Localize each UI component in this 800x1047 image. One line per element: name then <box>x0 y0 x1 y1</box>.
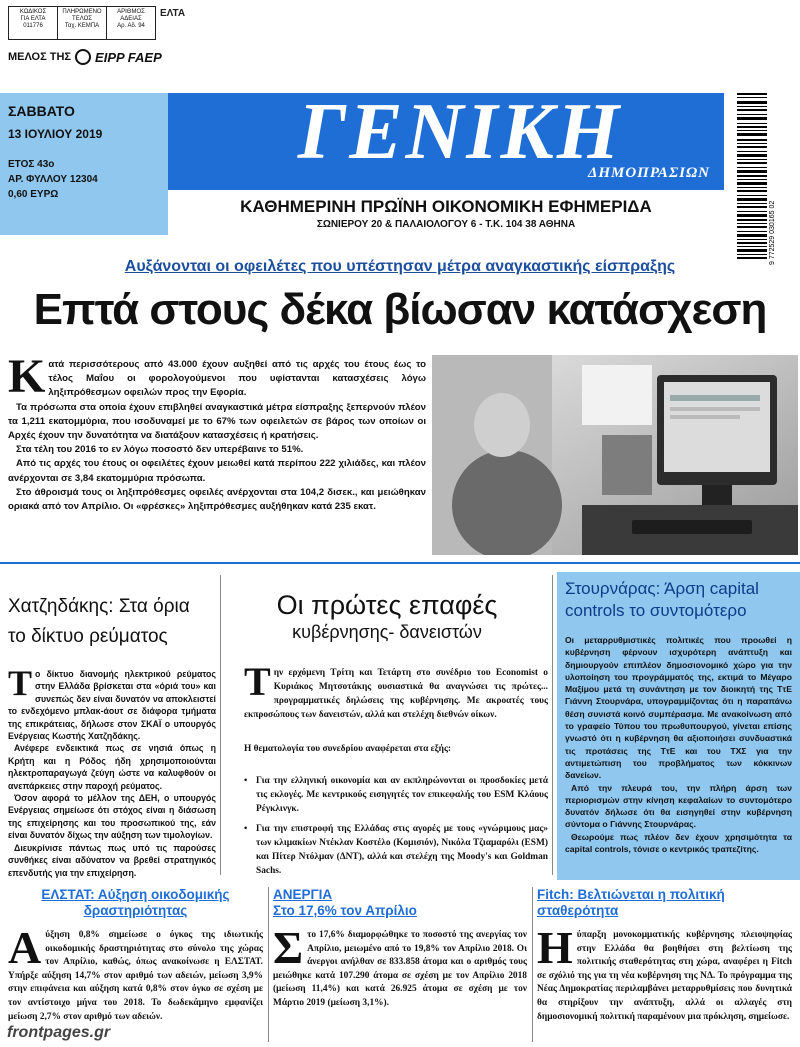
watermark: frontpages.gr <box>4 1024 113 1042</box>
left-article <box>8 592 216 879</box>
member-prefix: ΜΕΛΟΣ ΤΗΣ <box>8 51 72 63</box>
lead-paragraph: Στα τέλη του 2016 το εν λόγω ποσοστό δεν υπερέβαινε το 51%. <box>16 444 304 456</box>
bottom-article-title: ΑΝΕΡΓΙΑ Στο 17,6% τον Απρίλιο <box>273 887 417 918</box>
newspaper-address: ΣΩΝΙΕΡΟΥ 20 & ΠΑΛΑΙΟΛΟΓΟΥ 6 - Τ.Κ. 104 38 ΑΘΗΝΑ <box>316 219 576 230</box>
bottom-article-unemployment <box>273 887 527 1047</box>
issue-price: 0,60 ΕΥΡΩ <box>8 189 59 200</box>
right-article <box>557 572 800 880</box>
lead-paragraph: Τα πρόσωπα στα οποία έχουν επιβληθεί αναγκαστικά μέτρα είσπραξης ξεπερνούν πλέον τα 1,211 εκατομμύρια, που ισοδυναμεί με το 67% των οφειλετών σε βάρος των οποίων οι Αρχές έχουν την δυνατότητα να διατάξουν κατασχέσεις ή κρατήσεις. <box>8 401 426 442</box>
newspaper-title: ΓΕΝΙΚΗ <box>297 88 623 176</box>
column-divider <box>552 575 553 875</box>
left-dropcap: Τ <box>8 663 33 703</box>
bottom-article-body: Σ το 17,6% διαμορφώθηκε το ποσοστό της ανεργίας τον Απρίλιο, μειωμένο από το 19,8% τον Απρίλιο 2018. Οι άνεργοι ανήλθαν σε 833.858 άτομα και ο αριθμός τους μειώθηκε κατά 107.290 άτομα σε σχέση με τον Απρίλιο 2018 (μείωση 11,4%) και κατά 26.925 άτομα σε σχέση με τον Μάρτιο 2019 (μείωση 3,1%). <box>273 922 527 1008</box>
middle-article-title: Οι πρώτες επαφές <box>276 590 498 620</box>
left-article-title: Χατζηδάκης: Στα όρια το δίκτυο ρεύματος <box>8 596 190 647</box>
left-article-body: Τ ο δίκτυο διανομής ηλεκτρικού ρεύματος στην Ελλάδα βρίσκεται στα «όριά του» και συνεπώς δεν είναι δυνατόν να αποκλειστεί το ενδεχόμενο μπλακ-άουτ σε διάφορα τμήματα της επικράτειας, δήλωσε στον ΣΚΑΪ ο υπουργός Ενέργειας Κωστής Χατζηδάκης. Ανέφερε ενδεικτικά πως σε νησιά όπως η Κρήτη και η Ρόδος ήδη χρησιμοποιούνται ηλεκτροπαραγωγά ζεύγη ώστε να καλυφθούν οι ανεπάρκειες στην παροχή ρεύματος. Όσον αφορά το μέλλον της ΔΕΗ, ο υπουργός Ενέργειας σημείωσε ότι στόχος είναι η διάσωση της επιχείρησης και του προσωπικού της, εάν είναι δυνατόν δίχως την αύξηση των τιμολογίων. Διευκρίνισε πάντως πως υπό τις παρούσες συνθήκες είναι αδύνατον να βρεθεί στρατηγικός επενδυτής για την επιχείρηση. <box>8 663 216 878</box>
bottom-article-body: Η ύπαρξη μονοκομματικής κυβέρνησης πλειοψηφίας στην Ελλάδα θα βοηθήσει στη βελτίωση της πολιτικής σταθερότητας στη χώρα, αναφέρει η Fitch σε σχόλιό της για τη νέα κυβέρνηση της ΝΔ. Το πρόγραμμα της Νέας Δημοκρατίας περιλαμβάνει μεταρρυθμίσεις που δυνητικά θα στηρίξουν την ανάπτυξη, αλλά οι αλλαγές στη δημοσιονομική πολιτική παραμένουν μια πρόκληση, σημείωσε. <box>537 922 792 1022</box>
column-divider <box>220 575 221 875</box>
newspaper-tagline: ΚΑΘΗΜΕΡΙΝΗ ΠΡΩΪΝΗ ΟΙΚΟΝΟΜΙΚΗ ΕΦΗΜΕΡΙΔΑ <box>240 197 652 216</box>
right-article-title: Στουρνάρας: Άρση capital controls το συντομότερο <box>565 579 759 620</box>
elta-logo: ΕΛΤΑ <box>160 8 186 19</box>
bottom-article-title: Fitch: Βελτιώνεται η πολιτική σταθερότητα <box>537 887 725 918</box>
middle-dropcap: Τ <box>244 659 271 704</box>
list-item: • Για την επιστροφή της Ελλάδας στις αγορές με τους «γνώριμους μας» των κλιμακίων Ντέκλαν Κοστέλο (Κομισιόν), Νικόλα Τζιαμαρόλι (ESM) και Πίτερ Ντόλμαν (ΔΝΤ), αλλά και στελέχη της Moody's και Goldman Sachs. <box>244 822 548 878</box>
right-article-body: Οι μεταρρυθμιστικές πολιτικές που προωθεί η κυβέρνηση φέρνουν ισχυρότερη ανάπτυξη και δημιουργούν επιπλέον δημοσιονομικό χώρο για την υλοποίηση του προγράμματός της, εκτιμά το Μέγαρο Μαξίμου μετά τη συνάντηση με τον διοικητή της ΤτΕ Γιάννη Στουρνάρα, υπογραμμίζοντας ότι η παραπάνω θέση συνιστά κοινό συμπέρασμα. Με ανακοίνωση από το γραφείο Τύπου του πρωθυπουργού, γίνεται επίσης γνωστό ότι η κυβέρνηση θα αξιοποιήσει συνδυαστικά τις προτάσεις της ΤτΕ και του ΤΧΣ για την αντιμετώπιση του προβλήματος των κόκκινων δανείων. Από την πλευρά του, την πλήρη άρση των περιορισμών στην κίνηση κεφαλαίων το συντομότερο δυνατόν δήλωσε ότι θα εισηγηθεί στην κυβέρνηση σύντομα ο Γιάννης Στουρνάρας. Θεωρούμε πως πλέον δεν έχουν χρησιμότητα τα capital controls, τόνισε ο κεντρικός τραπεζίτης. <box>565 635 792 855</box>
bottom-article-fitch <box>537 887 792 1047</box>
section-divider <box>0 562 800 564</box>
eipp-logo-icon <box>75 49 91 65</box>
lead-article-body <box>8 350 426 514</box>
bottom-article-elstat <box>8 887 263 1047</box>
postal-cell: ΠΛΗΡΩΜΕΝΟ ΤΕΛΟΣ Ταχ. ΚΕΜΠΑ <box>58 7 107 39</box>
lead-paragraph: Στο άθροισμά τους οι ληξιπρόθεσμες οφειλές ανέρχονται στα 104,2 δισεκ., και μειώθηκαν οριακά από τον Απρίλιο. Οι «φρέσκες» ληξιπρόθεσμες αυξήθηκαν κατά 235 εκατ. <box>8 486 426 513</box>
barcode-icon <box>735 93 777 265</box>
postal-cell: ΚΩΔΙΚΟΣ ΓΙΑ ΕΛΤΑ 011776 <box>9 7 58 39</box>
bottom-article-title: ΕΛΣΤΑΤ: Αύξηση οικοδομικής δραστηριότητας <box>41 887 230 918</box>
barcode-number: 9 772529 030165 02 <box>769 200 776 265</box>
member-line <box>8 49 162 65</box>
lead-dropcap: Κ <box>8 350 46 403</box>
lead-kicker: Αυξάνονται οι οφειλέτες που υπέστησαν μέτρα αναγκαστικής είσπραξης <box>124 258 676 275</box>
issue-number: ΑΡ. ΦΥΛΛΟΥ 12304 <box>8 174 98 185</box>
issue-year: ΕΤΟΣ 43ο <box>8 159 55 170</box>
middle-article-list <box>244 774 548 878</box>
bottom-article-body: Α ύξηση 0,8% σημείωσε ο όγκος της ιδιωτικής οικοδομικής δραστηριότητας στο σύνολο της χώρας τον Απρίλιο, καθώς, όπως ανακοίνωσε η ΕΛΣΤΑΤ. Υπήρξε αύξηση 14,7% στον αριθμό των αδειών, μείωση 3,9% στην επιφάνεια και αύξηση κατά 0,8% στον όγκο σε σχέση με τον αντίστοιχο μήνα του 2018. Το δωδεκάμηνο εμφανίζει μείωση 2,7% στον αριθμό των αδειών. <box>8 922 263 1022</box>
postal-info-box <box>8 6 156 40</box>
lead-paragraph: ατά περισσότερους από 43.000 έχουν αυξηθεί από τις αρχές του έτους έως το τέλος Μαΐου οι φορολογούμενοι που υφίστανται κατασχέσεις λόγω ληξιπρόθεσμων οφειλών προς την Εφορία. <box>48 359 426 399</box>
middle-article-subtitle: κυβέρνησης- δανειστών <box>292 622 482 642</box>
office-computer-photo-icon <box>432 355 798 555</box>
issue-date: 13 ΙΟΥΛΙΟΥ 2019 <box>8 127 103 141</box>
middle-article-body: Τ ην ερχόμενη Τρίτη και Τετάρτη στο συνέδριο του Economist ο Κυριάκος Μητσοτάκης ουσιαστικά θα αναγνώσει τις πρώτες... προγραμματικές δηλώσεις της κυβέρνησης. Με ακροατές τους εκπροσώπους των δανειστών, αλλά και στελέχη διεθνών οίκων. Η θεματολογία του συνεδρίου αναφέρεται στα εξής: • Για την ελληνική οικονομία και αν εκπληρώνονται οι προσδοκίες μετά τις εκλογές. Με κεντρικούς εισηγητές τον επικεφαλής του ESM Κλάους Ρέγκλινγκ. • Για την επιστροφή της Ελλάδας στις αγορές με τους «γνώριμους μας» των κλιμακίων Ντέκλαν Κοστέλο (Κομισιόν), Νικόλα Τζιαμαρόλι (ESM) και Πίτερ Ντόλμαν (ΔΝΤ), αλλά και στελέχη της Moody's και Goldman Sachs. <box>226 666 548 878</box>
middle-article <box>226 590 548 884</box>
lead-photo <box>432 355 798 555</box>
list-item: • Για την ελληνική οικονομία και αν εκπληρώνονται οι προσδοκίες μετά τις εκλογές. Με κεντρικούς εισηγητές τον επικεφαλής του ESM Κλάους Ρέγκλινγκ. <box>244 774 548 816</box>
column-divider <box>268 887 269 1042</box>
issue-day: ΣΑΒΒΑΤΟ <box>8 103 75 119</box>
barcode <box>735 93 777 265</box>
postal-cell: ΑΡΙΘΜΟΣ ΑΔΕΙΑΣ Αρ. Αδ. 94 <box>117 9 145 29</box>
lead-paragraph: Από τις αρχές του έτους οι οφειλέτες έχουν μειωθεί κατά περίπου 222 χιλιάδες, και πλέον ανέρχονται σε 3,84 εκατομμύρια πρόσωπα. <box>8 458 426 484</box>
lead-headline: Επτά στους δέκα βίωσαν κατάσχεση <box>33 285 767 334</box>
member-logo: EIPP FAEP <box>95 49 162 65</box>
newspaper-subtitle: ΔΗΜΟΠΡΑΣΙΩΝ <box>587 165 710 181</box>
issue-info-box <box>0 93 168 235</box>
column-divider <box>532 887 533 1042</box>
